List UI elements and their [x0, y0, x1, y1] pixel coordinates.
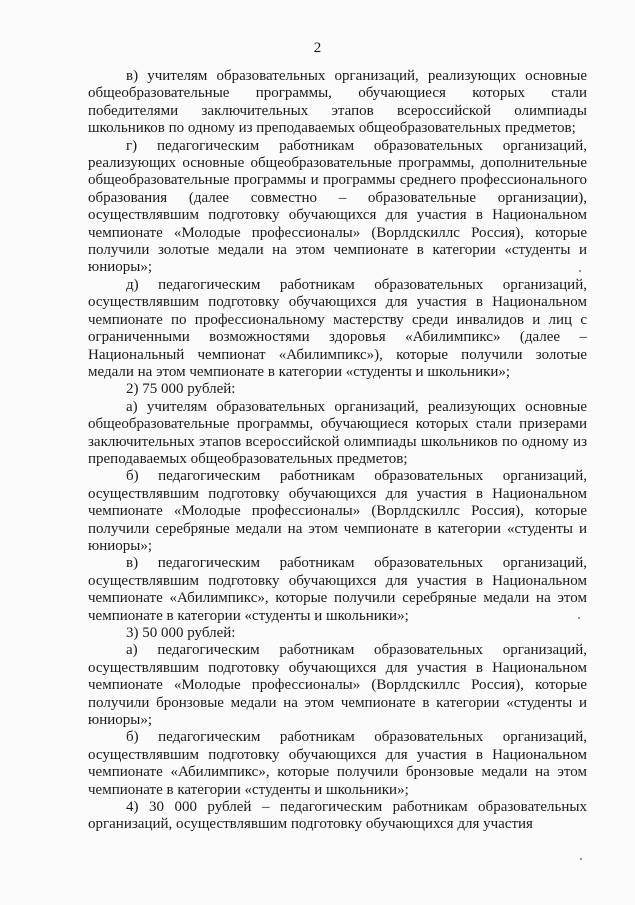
paragraph-3-b-abilympics-bronze: б) педагогическим работникам образовательных организаций, осуществлявшим подготовку обучающихся для участия в Национальном чемпионате «Абилимпикс», которые получили бронзовые медали на этом чемпионате в категории «студенты и школьники»; [88, 729, 587, 798]
paragraph-2-b-worldskills-silver: б) педагогическим работникам образовательных организаций, осуществлявшим подготовку обучающихся для участия в Национальном чемпионате «Молодые профессионалы» (Ворлдскиллс Россия), которые получили серебряные медали на этом чемпионате в категории «студенты и юниоры»; [88, 468, 587, 554]
paragraph-2-a-olympiad-prizewinners: а) учителям образовательных организаций, реализующих основные общеобразовательные программы, обучающиеся которых стали призерами заключительных этапов всероссийской олимпиады школьников по одному из преподаваемых общеобразовательных предметов; [88, 398, 587, 467]
paragraph-3-a-worldskills-bronze: а) педагогическим работникам образовательных организаций, осуществлявшим подготовку обучающихся для участия в Национальном чемпионате «Молодые профессионалы» (Ворлдскиллс Россия), которые получили бронзовые медали на этом чемпионате в категории «студенты и юниоры»; [88, 642, 587, 729]
document-body [88, 68, 587, 834]
scan-speck [578, 617, 580, 619]
paragraph-3-heading: 3) 50 000 рублей: [126, 625, 236, 641]
paragraph-1-d-abilympics-gold: д) педагогическим работникам образовательных организаций, осуществлявшим подготовку обучающихся для участия в Национальном чемпионате по профессиональному мастерству среди инвалидов и лиц с ограниченными возможностями здоровья «Абилимпикс» (далее – Национальный чемпионат «Абилимпикс»), которые получили золотые медали на этом чемпионате в категории «студенты и школьники»; [88, 276, 587, 380]
scan-speck [579, 270, 581, 272]
scan-speck [580, 858, 582, 860]
paragraph-1-v-teachers-olympiad-winners: в) учителям образовательных организаций, реализующих основные общеобразовательные программы, обучающиеся которых стали победителями заключительных этапов всероссийской олимпиады школьников по одному из преподаваемых общеобразовательных предметов; [88, 68, 587, 137]
page-number: 2 [313, 40, 322, 56]
paragraph-2-v-abilympics-silver: в) педагогическим работникам образовательных организаций, осуществлявшим подготовку обучающихся для участия в Национальном чемпионате «Абилимпикс», которые получили серебряные медали на этом чемпионате в категории «студенты и школьники»; [88, 555, 587, 624]
paragraph-1-g-worldskills-gold: г) педагогическим работникам образовательных организаций, реализующих основные общеобразовательные программы, дополнительные общеобразовательные программы и программы среднего профессионального образования (далее совместно – образовательные организации), осуществлявшим подготовку обучающихся для участия в Национальном чемпионате «Молодые профессионалы» (Ворлдскиллс Россия), которые получили золотые медали на этом чемпионате в категории «студенты и юниоры»; [88, 137, 587, 276]
paragraph-4-thirty-thousand: 4) 30 000 рублей – педагогическим работникам образовательных организаций, осуществлявшим подготовку обучающихся для участия [88, 799, 587, 833]
paragraph-2-heading: 2) 75 000 рублей: [126, 381, 236, 398]
